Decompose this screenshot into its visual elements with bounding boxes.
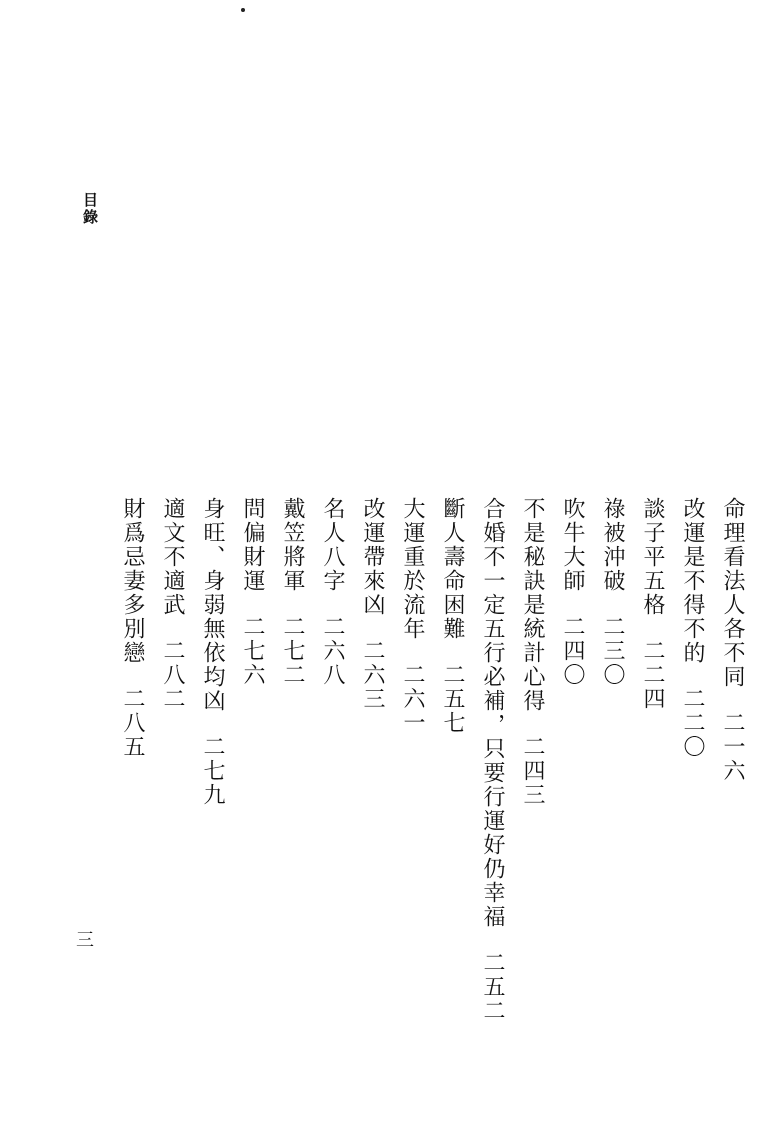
toc-entry[interactable] <box>634 497 670 1097</box>
toc-entry-page: 二四〇 <box>560 615 585 687</box>
toc-entry-page: 二七二 <box>280 615 305 687</box>
toc-entry[interactable] <box>554 497 590 1097</box>
toc-entry-page: 二六八 <box>320 615 345 687</box>
running-head: 目錄 <box>81 192 99 226</box>
toc-entry-page: 二二四 <box>640 639 665 711</box>
table-of-contents <box>110 497 750 1097</box>
toc-entry[interactable] <box>594 497 630 1097</box>
toc-entry[interactable] <box>194 497 230 1097</box>
toc-entry-title: 命理看法人各不同 <box>720 497 745 689</box>
toc-entry-page: 二三〇 <box>600 615 625 687</box>
toc-entry[interactable] <box>314 497 350 1097</box>
toc-entry-page: 二七九 <box>200 735 225 807</box>
toc-entry-title: 適文不適武 <box>160 497 185 617</box>
toc-entry[interactable] <box>234 497 270 1097</box>
toc-entry[interactable] <box>354 497 390 1097</box>
toc-entry-title: 大運重於流年 <box>400 497 425 641</box>
toc-entry-title: 吹牛大師 <box>560 497 585 593</box>
toc-entry-title: 不是秘訣是統計心得 <box>520 497 545 713</box>
toc-entry-page: 二六三 <box>360 639 385 711</box>
toc-entry[interactable] <box>154 497 190 1097</box>
toc-entry-page: 二五七 <box>440 663 465 735</box>
toc-entry[interactable] <box>474 497 510 1097</box>
toc-entry-page: 二四三 <box>520 735 545 807</box>
toc-entry[interactable] <box>714 497 750 1097</box>
toc-entry-title: 身旺、身弱無依均凶 <box>200 497 225 713</box>
toc-entry-title: 戴笠將軍 <box>280 497 305 593</box>
toc-entry-title: 名人八字 <box>320 497 345 593</box>
toc-entry[interactable] <box>434 497 470 1097</box>
page-number: 三 <box>76 930 94 951</box>
toc-entry-page: 二八五 <box>120 687 145 759</box>
toc-entry[interactable] <box>394 497 430 1097</box>
toc-entry-page: 二二〇 <box>680 687 705 759</box>
toc-entry-page: 二六一 <box>400 663 425 735</box>
ink-speck <box>241 8 245 12</box>
toc-entry-page: 二七六 <box>240 615 265 687</box>
toc-entry-page: 二一六 <box>720 711 745 783</box>
toc-entry[interactable] <box>674 497 710 1097</box>
toc-entry-title: 改運帶來凶 <box>360 497 385 617</box>
toc-entry-title: 祿被沖破 <box>600 497 625 593</box>
toc-entry-title: 財爲忌妻多別戀 <box>120 497 145 665</box>
toc-entry[interactable] <box>274 497 310 1097</box>
toc-entry-title: 談子平五格 <box>640 497 665 617</box>
toc-entry-title: 問偏財運 <box>240 497 265 593</box>
toc-entry-page: 二八二 <box>160 639 185 711</box>
toc-entry[interactable] <box>514 497 550 1097</box>
toc-entry-page: 二五二 <box>480 951 505 1023</box>
toc-entry-title: 改運是不得不的 <box>680 497 705 665</box>
toc-entry[interactable] <box>114 497 150 1097</box>
toc-entry-title: 斷人壽命困難 <box>440 497 465 641</box>
toc-entry-title: 合婚不一定五行必補，只要行運好仍幸福 <box>480 497 505 929</box>
